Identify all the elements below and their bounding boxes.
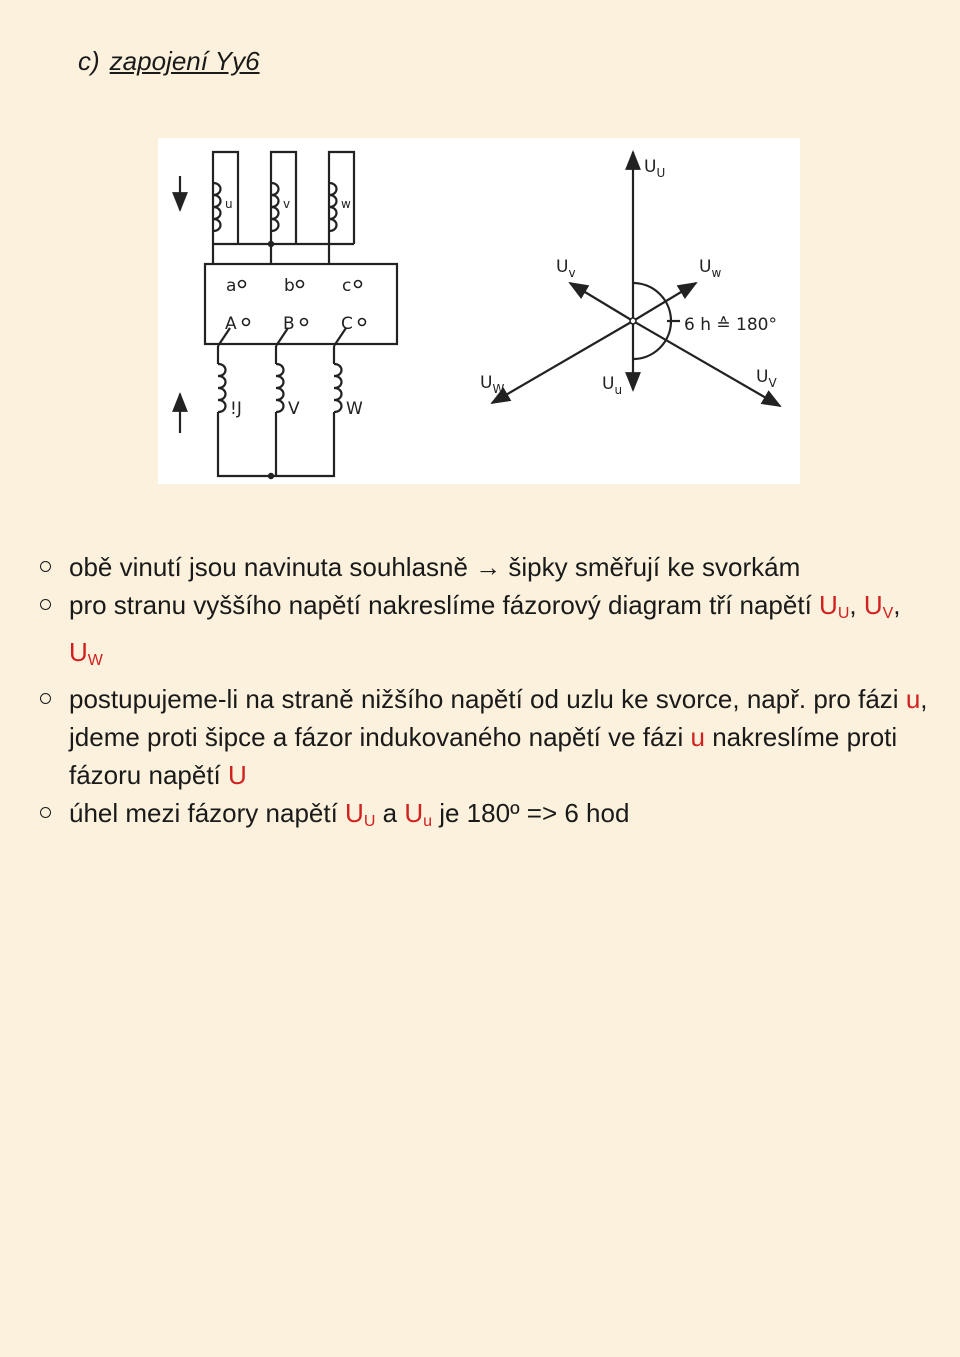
winding-label-w: w xyxy=(341,197,351,211)
terminal-label-C: C xyxy=(341,314,353,334)
bullet-item: postupujeme-li na straně nižšího napětí od uzlu ke svorce, např. pro fázi u, jdeme proti šipce a fázor indukovaného napětí ve fázi u nakreslíme proti fázoru napětí U xyxy=(40,680,930,794)
node-dots xyxy=(268,241,274,479)
winding-label-V: V xyxy=(288,399,300,419)
phasor-label-Uw: $U_w$ xyxy=(699,257,722,280)
symbol-UU: $U_U$ xyxy=(819,590,850,622)
symbol-u: u xyxy=(690,722,705,752)
terminal-label-c: c xyxy=(342,276,352,296)
bullet-item: pro stranu vyššího napětí nakreslíme fázorový diagram tří napětí $U_U$, $U_V$, $U_W$ xyxy=(40,586,930,680)
terminal-label-A: A xyxy=(225,314,237,334)
winding-label-W: W xyxy=(346,399,363,419)
phasor-label-Uv: $U_v$ xyxy=(556,257,576,280)
phasor-label-UW: $U_W$ xyxy=(480,373,505,396)
angle-arc xyxy=(633,283,671,359)
symbol-u: u xyxy=(905,684,921,714)
bullet-list xyxy=(40,548,930,841)
phasor-Uv xyxy=(570,283,633,321)
winding-label-u: u xyxy=(225,197,233,211)
bullet-item: obě vinutí jsou navinuta souhlasně → šipky směřují ke svorkám xyxy=(40,548,930,586)
angle-label: 6 h ≙ 180° xyxy=(684,315,777,335)
heading-title: zapojení Yy6 xyxy=(109,46,260,76)
symbol-UV: $U_V$ xyxy=(863,590,894,622)
phasor-label-Uu: $U_u$ xyxy=(602,374,623,397)
terminal-label-B: B xyxy=(283,314,295,334)
symbol-Uu: $U_u$ xyxy=(404,798,432,830)
transformer-diagram xyxy=(158,138,800,484)
phasor-label-UU: $U_U$ xyxy=(644,157,666,180)
winding-label-v: v xyxy=(283,197,291,211)
symbol-UU: $U_U$ xyxy=(345,798,376,830)
phasor-diagram xyxy=(492,152,780,406)
winding-label-U: !J xyxy=(230,399,242,419)
transformer-figure xyxy=(158,138,800,484)
phasor-label-UV: $U_V$ xyxy=(756,367,777,390)
heading xyxy=(78,46,260,77)
symbol-U: U xyxy=(228,760,247,790)
heading-letter: c) xyxy=(78,46,100,76)
terminal-label-a: a xyxy=(226,276,237,296)
symbol-UW: $U_W$ xyxy=(69,637,103,669)
bullet-item: úhel mezi fázory napětí $U_U$ a $U_u$ je 180º => 6 hod xyxy=(40,794,930,841)
terminal-label-b: b xyxy=(284,276,295,296)
